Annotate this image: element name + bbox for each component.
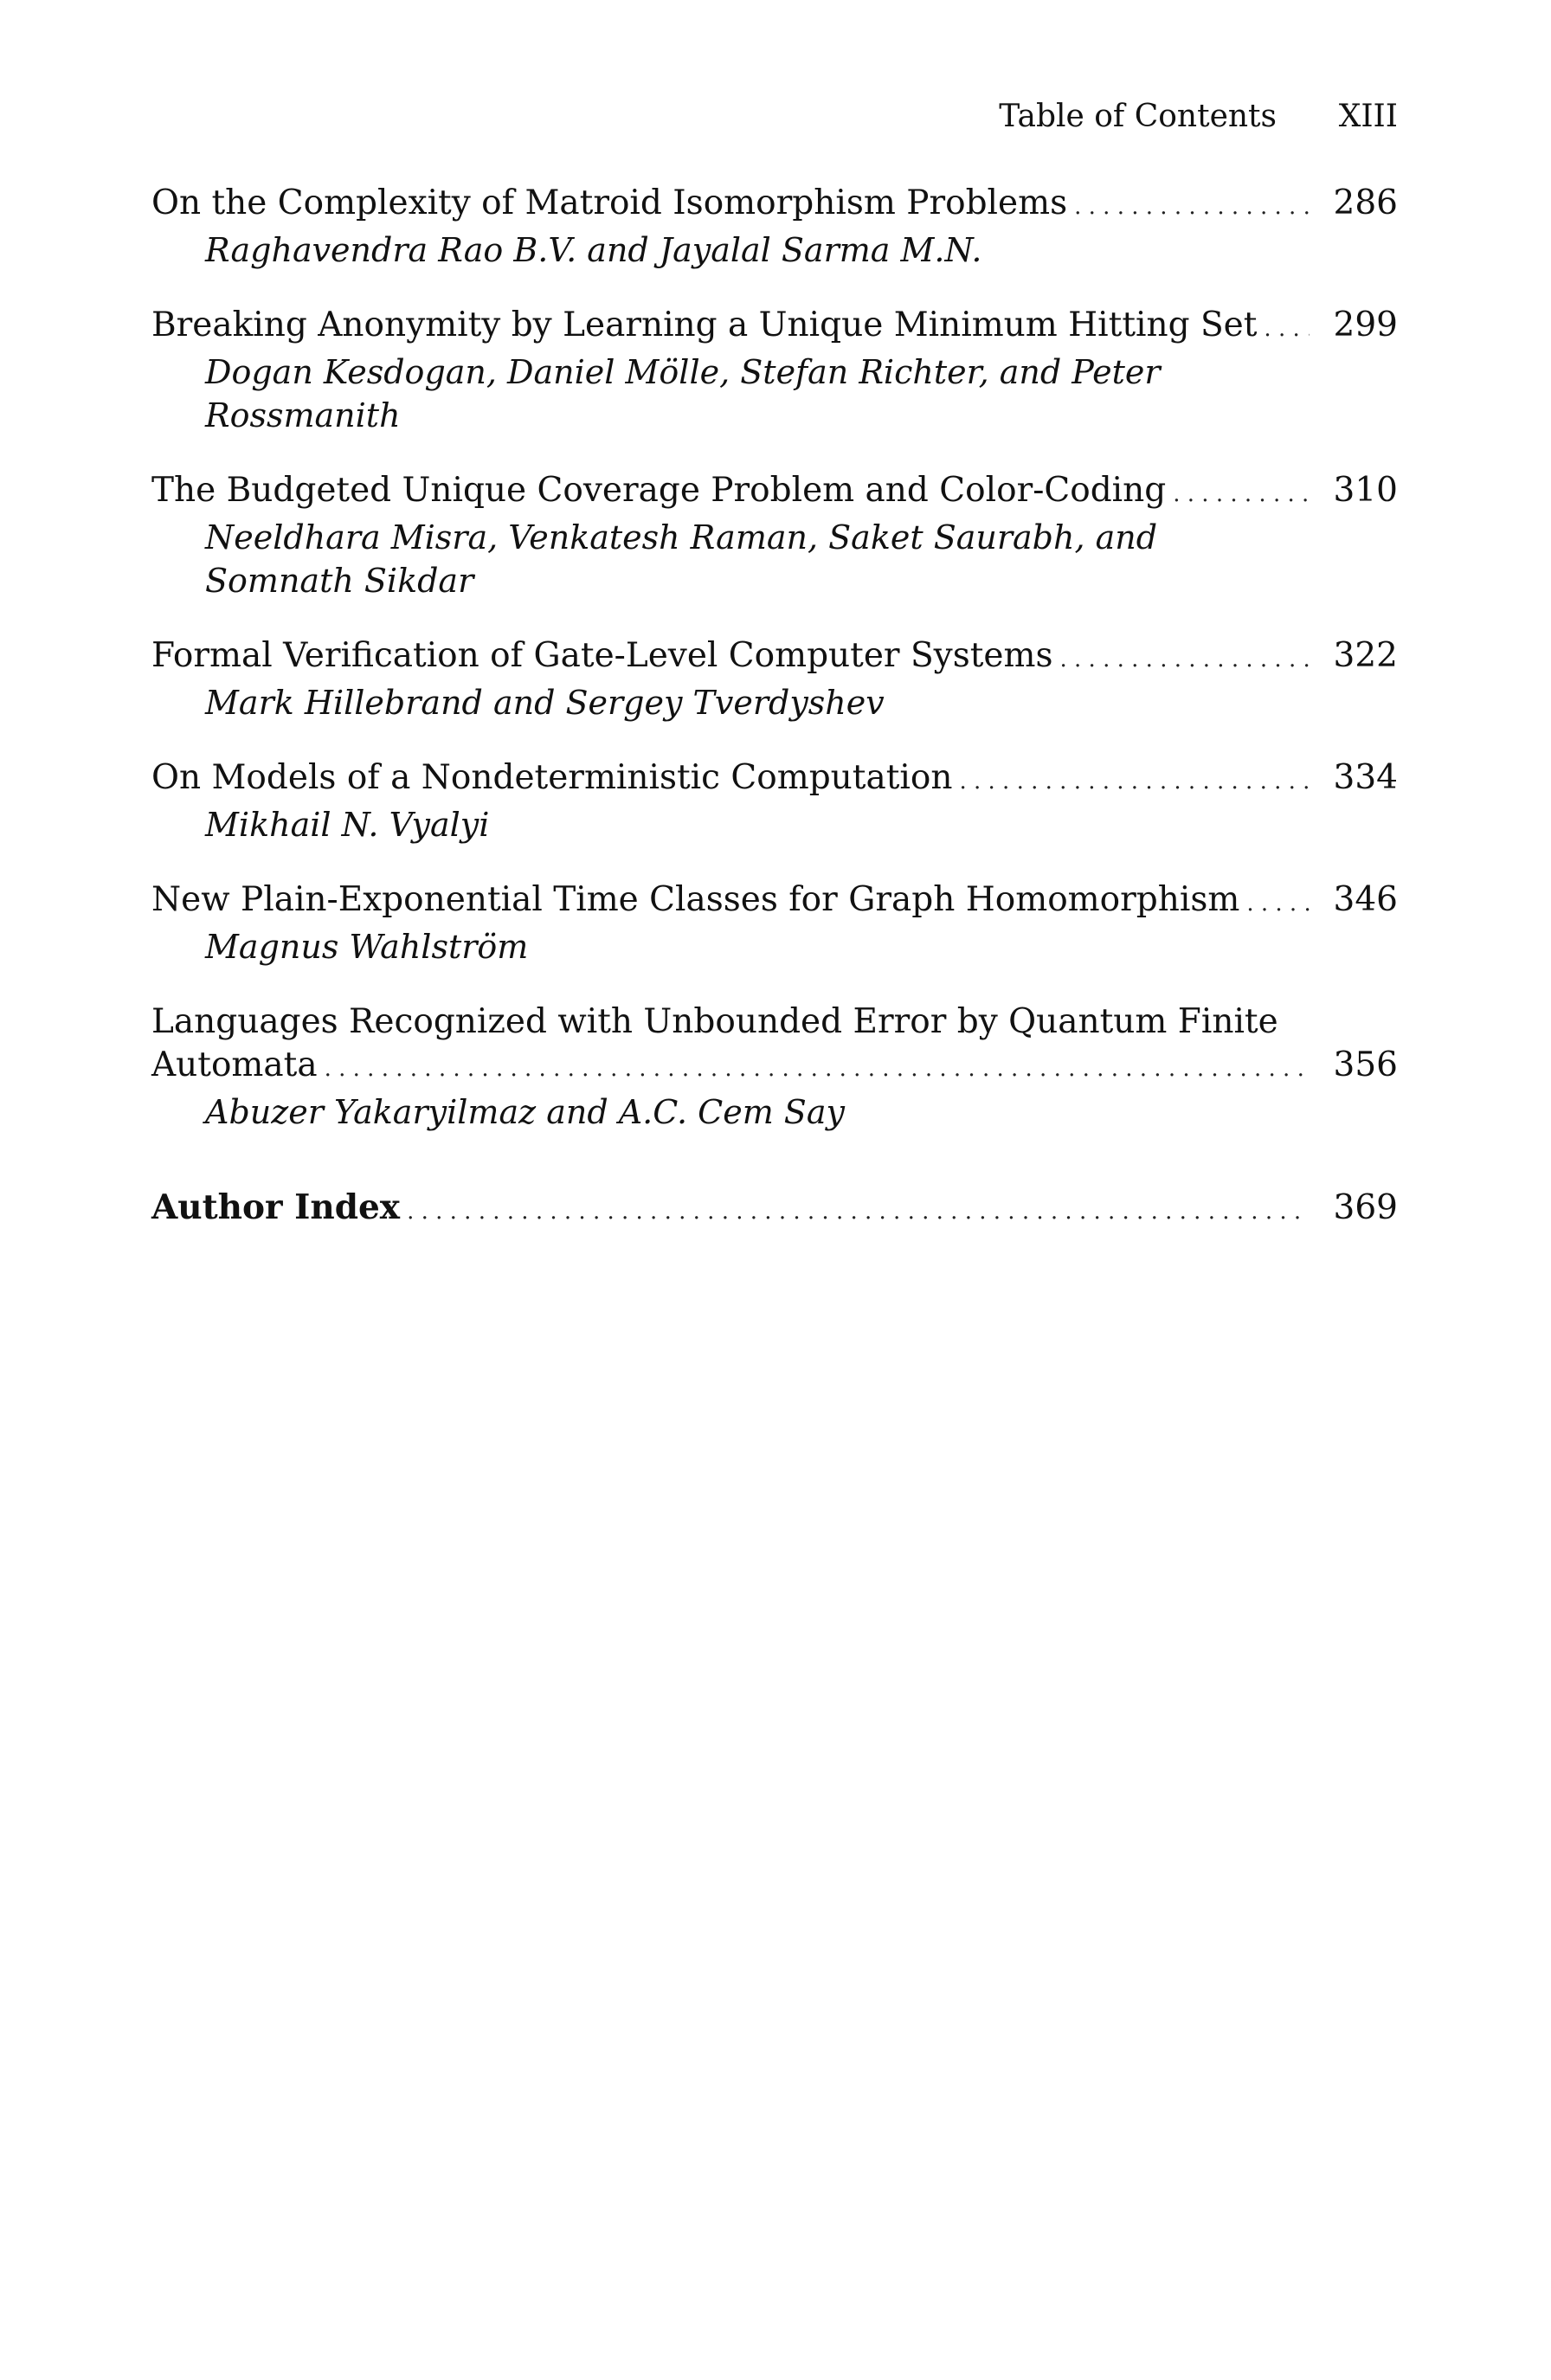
toc-entry[interactable] bbox=[151, 756, 1398, 846]
toc-entry-title[interactable]: The Budgeted Unique Coverage Problem and Color-Coding bbox=[151, 471, 1167, 510]
toc-entry[interactable] bbox=[151, 878, 1398, 968]
toc-entry-title-row bbox=[151, 756, 1398, 803]
toc-entry-title[interactable]: Breaking Anonymity by Learning a Unique Minimum Hitting Set bbox=[151, 306, 1258, 344]
toc-entry-page[interactable]: 334 bbox=[1333, 758, 1398, 797]
dot-leader bbox=[1246, 878, 1310, 925]
dot-leader bbox=[1173, 469, 1310, 516]
toc-entry[interactable] bbox=[151, 304, 1398, 437]
toc-entry-title[interactable]: On Models of a Nondeterministic Computation bbox=[151, 758, 953, 797]
author-index-entry[interactable] bbox=[151, 1186, 1398, 1233]
toc-entry-title-row bbox=[151, 1044, 1398, 1090]
toc-entry-page[interactable]: 310 bbox=[1333, 471, 1398, 510]
toc-entry-title-row bbox=[151, 304, 1398, 351]
toc-entry-title-first-line[interactable]: Languages Recognized with Unbounded Error by Quantum Finite bbox=[151, 1002, 1278, 1041]
toc-entry-page[interactable]: 322 bbox=[1333, 636, 1398, 675]
toc-entry[interactable] bbox=[151, 469, 1398, 602]
toc-entry[interactable] bbox=[151, 634, 1398, 724]
running-head-title: Table of Contents bbox=[999, 99, 1277, 134]
toc-entry-authors: Neeldhara Misra, Venkatesh Raman, Saket Saurabh, and Somnath Sikdar bbox=[205, 518, 1158, 600]
toc-entry-authors: Dogan Kesdogan, Daniel Mölle, Stefan Richter, and Peter Rossmanith bbox=[205, 353, 1161, 434]
toc-entry-page[interactable]: 286 bbox=[1333, 183, 1398, 222]
dot-leader bbox=[959, 756, 1310, 803]
dot-leader bbox=[1264, 304, 1310, 351]
toc-entry-title-row bbox=[151, 878, 1398, 925]
author-index-title[interactable]: Author Index bbox=[151, 1187, 401, 1227]
author-index-row bbox=[151, 1186, 1398, 1233]
toc-entry-authors: Magnus Wahlström bbox=[205, 928, 529, 966]
toc-entry[interactable] bbox=[151, 1000, 1398, 1134]
toc-entry-title[interactable]: New Plain-Exponential Time Classes for Graph Homomorphism bbox=[151, 880, 1240, 919]
dot-leader bbox=[1059, 634, 1310, 681]
toc-entry-title[interactable]: On the Complexity of Matroid Isomorphism Problems bbox=[151, 183, 1068, 222]
toc-entry[interactable] bbox=[151, 182, 1398, 272]
toc-entry-authors: Mikhail N. Vyalyi bbox=[205, 806, 490, 844]
dot-leader bbox=[325, 1044, 1310, 1090]
toc-entry-authors: Raghavendra Rao B.V. and Jayalal Sarma M.N. bbox=[205, 231, 982, 269]
toc-entry-title-row bbox=[151, 469, 1398, 516]
dot-leader bbox=[1074, 182, 1310, 228]
table-of-contents bbox=[151, 182, 1398, 1265]
author-index-page[interactable]: 369 bbox=[1333, 1188, 1398, 1227]
running-head bbox=[151, 95, 1398, 138]
running-head-page-number: XIII bbox=[1338, 99, 1398, 134]
toc-entry-title-row bbox=[151, 634, 1398, 681]
toc-entry-page[interactable]: 356 bbox=[1333, 1045, 1398, 1084]
toc-entry-title-row bbox=[151, 182, 1398, 228]
dot-leader bbox=[407, 1187, 1310, 1233]
toc-entry-title[interactable]: Formal Verification of Gate-Level Computer Systems bbox=[151, 636, 1053, 675]
toc-entry-authors: Mark Hillebrand and Sergey Tverdyshev bbox=[205, 684, 885, 722]
toc-entry-page[interactable]: 299 bbox=[1333, 306, 1398, 344]
toc-entry-page[interactable]: 346 bbox=[1333, 880, 1398, 919]
toc-entry-title[interactable]: Automata bbox=[151, 1045, 318, 1084]
toc-entry-authors: Abuzer Yakaryilmaz and A.C. Cem Say bbox=[205, 1093, 845, 1131]
